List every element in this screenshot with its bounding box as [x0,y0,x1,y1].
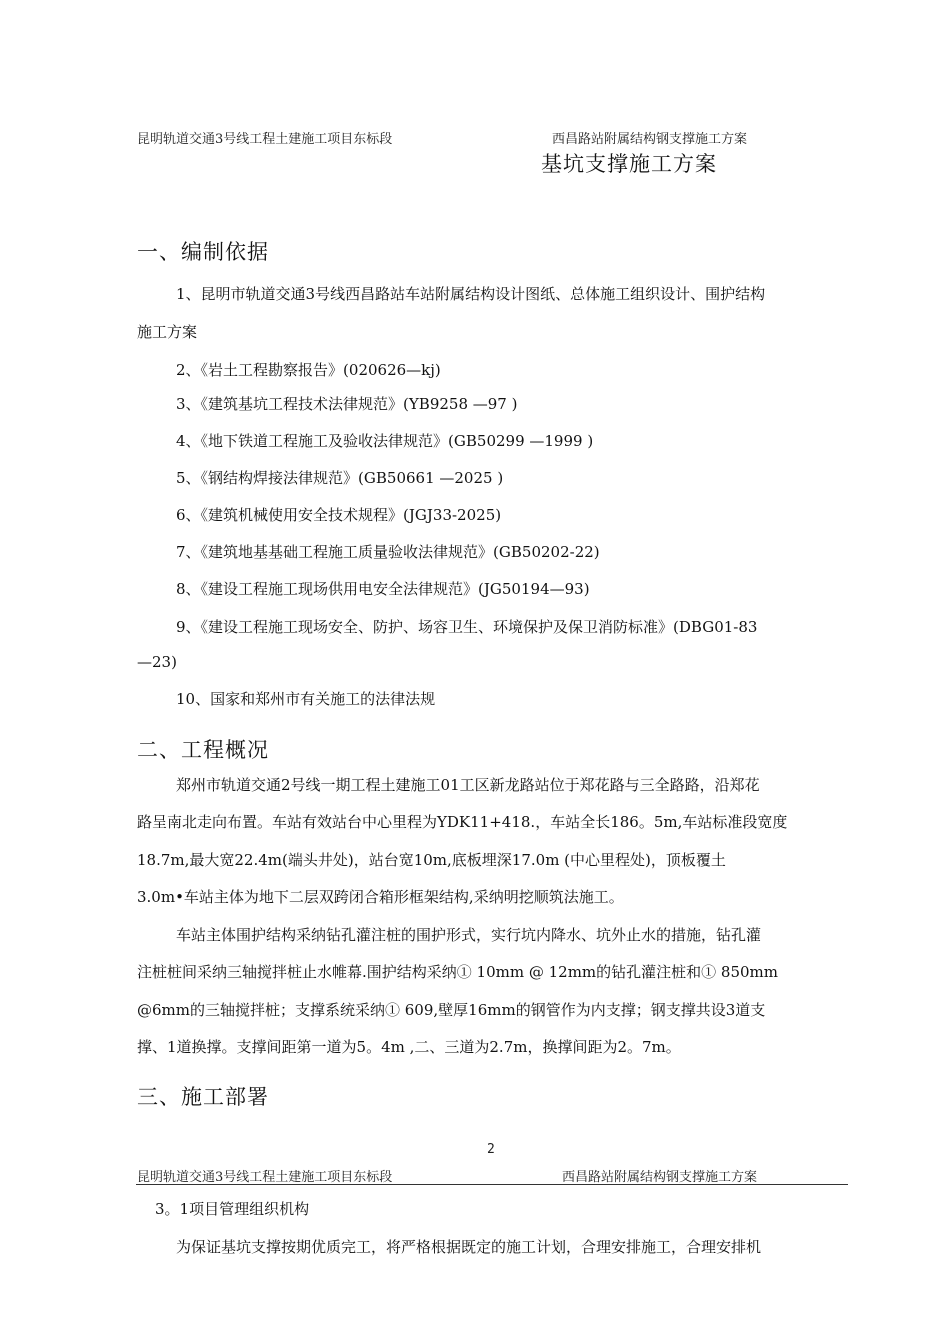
basis-item: 2、《岩土工程勘察报告》(020626—kj) [176,361,441,379]
basis-item: 3、《建筑基坑工程技术法律规范》(YB9258 —97 ) [176,395,518,413]
section-heading-2: 二、工程概况 [137,738,269,762]
overview-line: 18.7m,最大宽22.4m(端头井处)，站台宽10m,底板埋深17.0m (中心里程处)，顶板覆土 [137,851,726,869]
basis-item-cont: 施工方案 [137,323,198,341]
header-rule [136,1184,848,1185]
overview-line: 注桩桩间采纳三轴搅拌桩止水帷幕.围护结构采纳① 10mm @ 12mm的钻孔灌注桩和① 850mm [137,963,778,981]
body-line: 为保证基坑支撑按期优质完工，将严格根据既定的施工计划，合理安排施工，合理安排机 [176,1238,762,1256]
basis-item: 10、国家和郑州市有关施工的法律法规 [176,690,436,708]
page-number: 2 [487,1142,495,1157]
overview-line: 3.0m•车站主体为地下二层双跨闭合箱形框架结构,采纳明挖顺筑法施工。 [137,888,624,906]
basis-item: 6、《建筑机械使用安全技术规程》(JGJ33-2025) [176,506,502,524]
header-left-page2: 昆明轨道交通3号线工程土建施工项目东标段 [137,1170,393,1185]
doc-title: 基坑支撑施工方案 [541,152,717,176]
basis-item-cont: —23) [137,653,177,671]
overview-line: 车站主体围护结构采纳钻孔灌注桩的围护形式，实行坑内降水、坑外止水的措施，钻孔灌 [176,926,762,944]
basis-item: 5、《钢结构焊接法律规范》(GB50661 —2025 ) [176,469,504,487]
section-heading-3: 三、施工部署 [137,1085,269,1109]
overview-line: @6mm的三轴搅拌桩；支撑系统采纳① 609,壁厚16mm的钢管作为内支撑；钢支撑共设3道支 [137,1001,766,1019]
subsection-31: 3。1项目管理组织机构 [155,1200,310,1218]
basis-item: 7、《建筑地基基础工程施工质量验收法律规范》(GB50202-22) [176,543,600,561]
basis-item: 4、《地下铁道工程施工及验收法律规范》(GB50299 —1999 ) [176,432,594,450]
header-left: 昆明轨道交通3号线工程土建施工项目东标段 [137,132,393,147]
overview-line: 撑、1道换撑。支撑间距第一道为5。4m ,二、三道为2.7m，换撑间距为2。7m。 [137,1038,681,1056]
section-heading-1: 一、编制依据 [137,240,269,264]
header-right: 西昌路站附属结构钢支撑施工方案 [552,132,748,147]
basis-item: 1、昆明市轨道交通3号线西昌路站车站附属结构设计图纸、总体施工组织设计、围护结构 [176,285,766,303]
header-right-page2: 西昌路站附属结构钢支撑施工方案 [562,1170,758,1185]
basis-item: 8、《建设工程施工现场供用电安全法律规范》(JG50194—93) [176,580,590,598]
overview-line: 郑州市轨道交通2号线一期工程土建施工01工区新龙路站位于郑花路与三全路路，沿郑花 [176,776,760,794]
basis-item: 9、《建设工程施工现场安全、防护、场容卫生、环境保护及保卫消防标准》(DBG01-83 [176,618,758,636]
overview-line: 路呈南北走向布置。车站有效站台中心里程为YDK11+418.，车站全长186。5m,车站标准段宽度 [137,813,788,831]
